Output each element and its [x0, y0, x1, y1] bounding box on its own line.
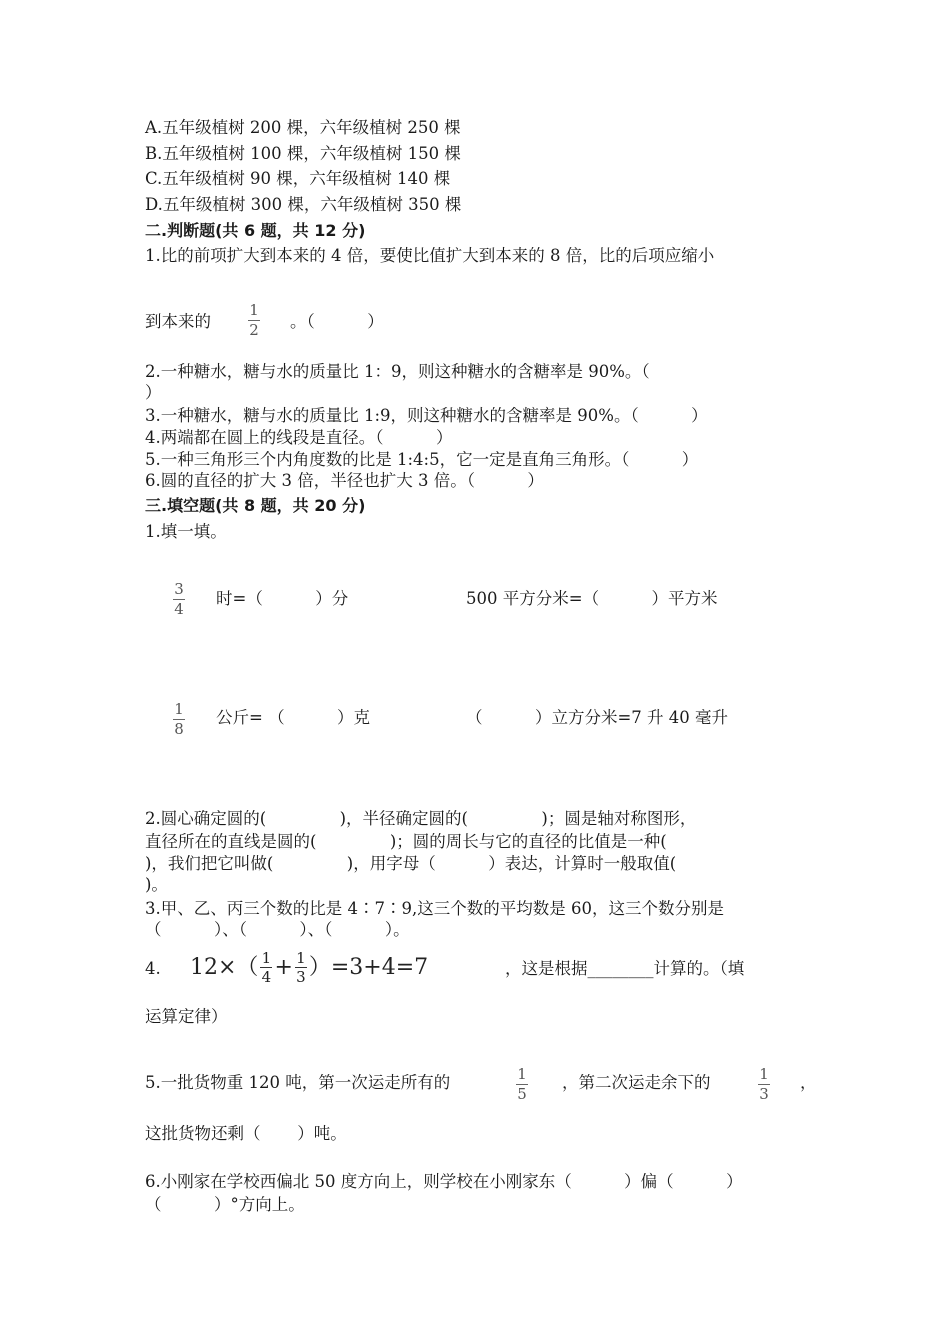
option-d: D.五年级植树 300 棵，六年级植树 350 棵: [145, 195, 462, 214]
expression-fraction-quarter: [260, 950, 272, 985]
fill-q4-text: ，这是根据________计算的。（填: [505, 959, 745, 978]
fill-q1a-fraction: [173, 581, 185, 618]
fraction-numerator: 1: [174, 700, 184, 718]
fraction-numerator: 1: [517, 1065, 527, 1083]
fill-q1a-text: 时=（ ）分: [216, 589, 349, 608]
fill-q6-line2: （ ）°方向上。: [145, 1195, 305, 1214]
judge-q1-prefix: 到本来的: [145, 312, 211, 331]
section-2-heading: 二.判断题(共 6 题，共 12 分): [145, 221, 366, 240]
fill-q1d-text: （ ）立方分米=7 升 40 毫升: [466, 708, 729, 727]
expression-lead: 12×（: [190, 954, 259, 980]
fill-q1-title: 1.填一填。: [145, 522, 227, 541]
judge-q1-line1: 1.比的前项扩大到本来的 4 倍，要使比值扩大到本来的 8 倍，比的后项应缩小: [145, 246, 715, 265]
judge-q3: 3.一种糖水，糖与水的质量比 1:9，则这种糖水的含糖率是 90%。（ ）: [145, 406, 708, 425]
fill-q5-end: ，: [800, 1073, 817, 1092]
fill-q5-fraction-second: [758, 1066, 770, 1103]
judge-q2-line2: ）: [145, 383, 162, 402]
fill-q4-number: 4.: [145, 959, 161, 978]
fill-q2-line4: )。: [145, 875, 168, 894]
expression-tail: ）=3+4=7: [308, 954, 429, 980]
fraction-numerator: 1: [249, 301, 259, 319]
fraction-denominator: 3: [296, 968, 306, 986]
expression-plus: +: [274, 954, 293, 980]
expression-fraction-third: [295, 950, 307, 985]
fill-q4-expression: [190, 950, 428, 985]
fraction-denominator: 4: [261, 968, 272, 986]
fraction-denominator: 4: [174, 600, 184, 618]
judge-q1-suffix: 。（ ）: [290, 312, 384, 331]
judge-q6: 6.圆的直径的扩大 3 倍，半径也扩大 3 倍。（ ）: [145, 471, 544, 490]
fraction-numerator: 1: [296, 949, 306, 967]
fill-q6-line1: 6.小刚家在学校西偏北 50 度方向上，则学校在小刚家东（ ）偏（ ）: [145, 1172, 743, 1191]
fraction-numerator: 1: [261, 949, 272, 967]
fill-q3-line1: 3.甲、乙、丙三个数的比是 4∶7∶9,这三个数的平均数是 60，这三个数分别是: [145, 899, 724, 918]
fraction-denominator: 3: [759, 1085, 769, 1103]
fraction-denominator: 2: [249, 321, 259, 339]
fill-q1c-text: 公斤= （ ）克: [216, 708, 371, 727]
fill-q2-line1: 2.圆心确定圆的( )，半径确定圆的( )；圆是轴对称图形，: [145, 809, 697, 828]
judge-q4: 4.两端都在圆上的线段是直径。（ ）: [145, 428, 453, 447]
fraction-denominator: 8: [174, 720, 184, 738]
fill-q2-line2: 直径所在的直线是圆的( )；圆的周长与它的直径的比值是一种(: [145, 832, 667, 851]
judge-q5: 5.一种三角形三个内角度数的比是 1:4:5，它一定是直角三角形。（ ）: [145, 450, 699, 469]
fill-q3-line2: （ ）、（ ）、（ ）。: [145, 920, 410, 939]
fill-q2-line3: )，我们把它叫做( )，用字母（ ）表达，计算时一般取值(: [145, 854, 677, 873]
fill-q5-prefix: 5.一批货物重 120 吨，第一次运走所有的: [145, 1073, 451, 1092]
judge-q1-fraction: [248, 302, 260, 339]
fraction-numerator: 1: [759, 1065, 769, 1083]
fill-q1c-fraction: [173, 701, 185, 738]
fill-q5-line2: 这批货物还剩（ ）吨。: [145, 1124, 347, 1143]
option-c: C.五年级植树 90 棵，六年级植树 140 棵: [145, 169, 451, 188]
fill-q1b-text: 500 平方分米=（ ）平方米: [466, 589, 718, 608]
fill-q5-fraction-first: [516, 1066, 528, 1103]
fraction-numerator: 3: [174, 580, 184, 598]
fill-q4-line2: 运算定律）: [145, 1007, 228, 1026]
option-b: B.五年级植树 100 棵，六年级植树 150 棵: [145, 144, 461, 163]
fraction-denominator: 5: [517, 1085, 527, 1103]
option-a: A.五年级植树 200 棵，六年级植树 250 棵: [145, 118, 461, 137]
fill-q5-mid: ，第二次运走余下的: [562, 1073, 711, 1092]
judge-q2-line1: 2.一种糖水，糖与水的质量比 1：9，则这种糖水的含糖率是 90%。（: [145, 362, 650, 381]
section-3-heading: 三.填空题(共 8 题，共 20 分): [145, 496, 366, 515]
